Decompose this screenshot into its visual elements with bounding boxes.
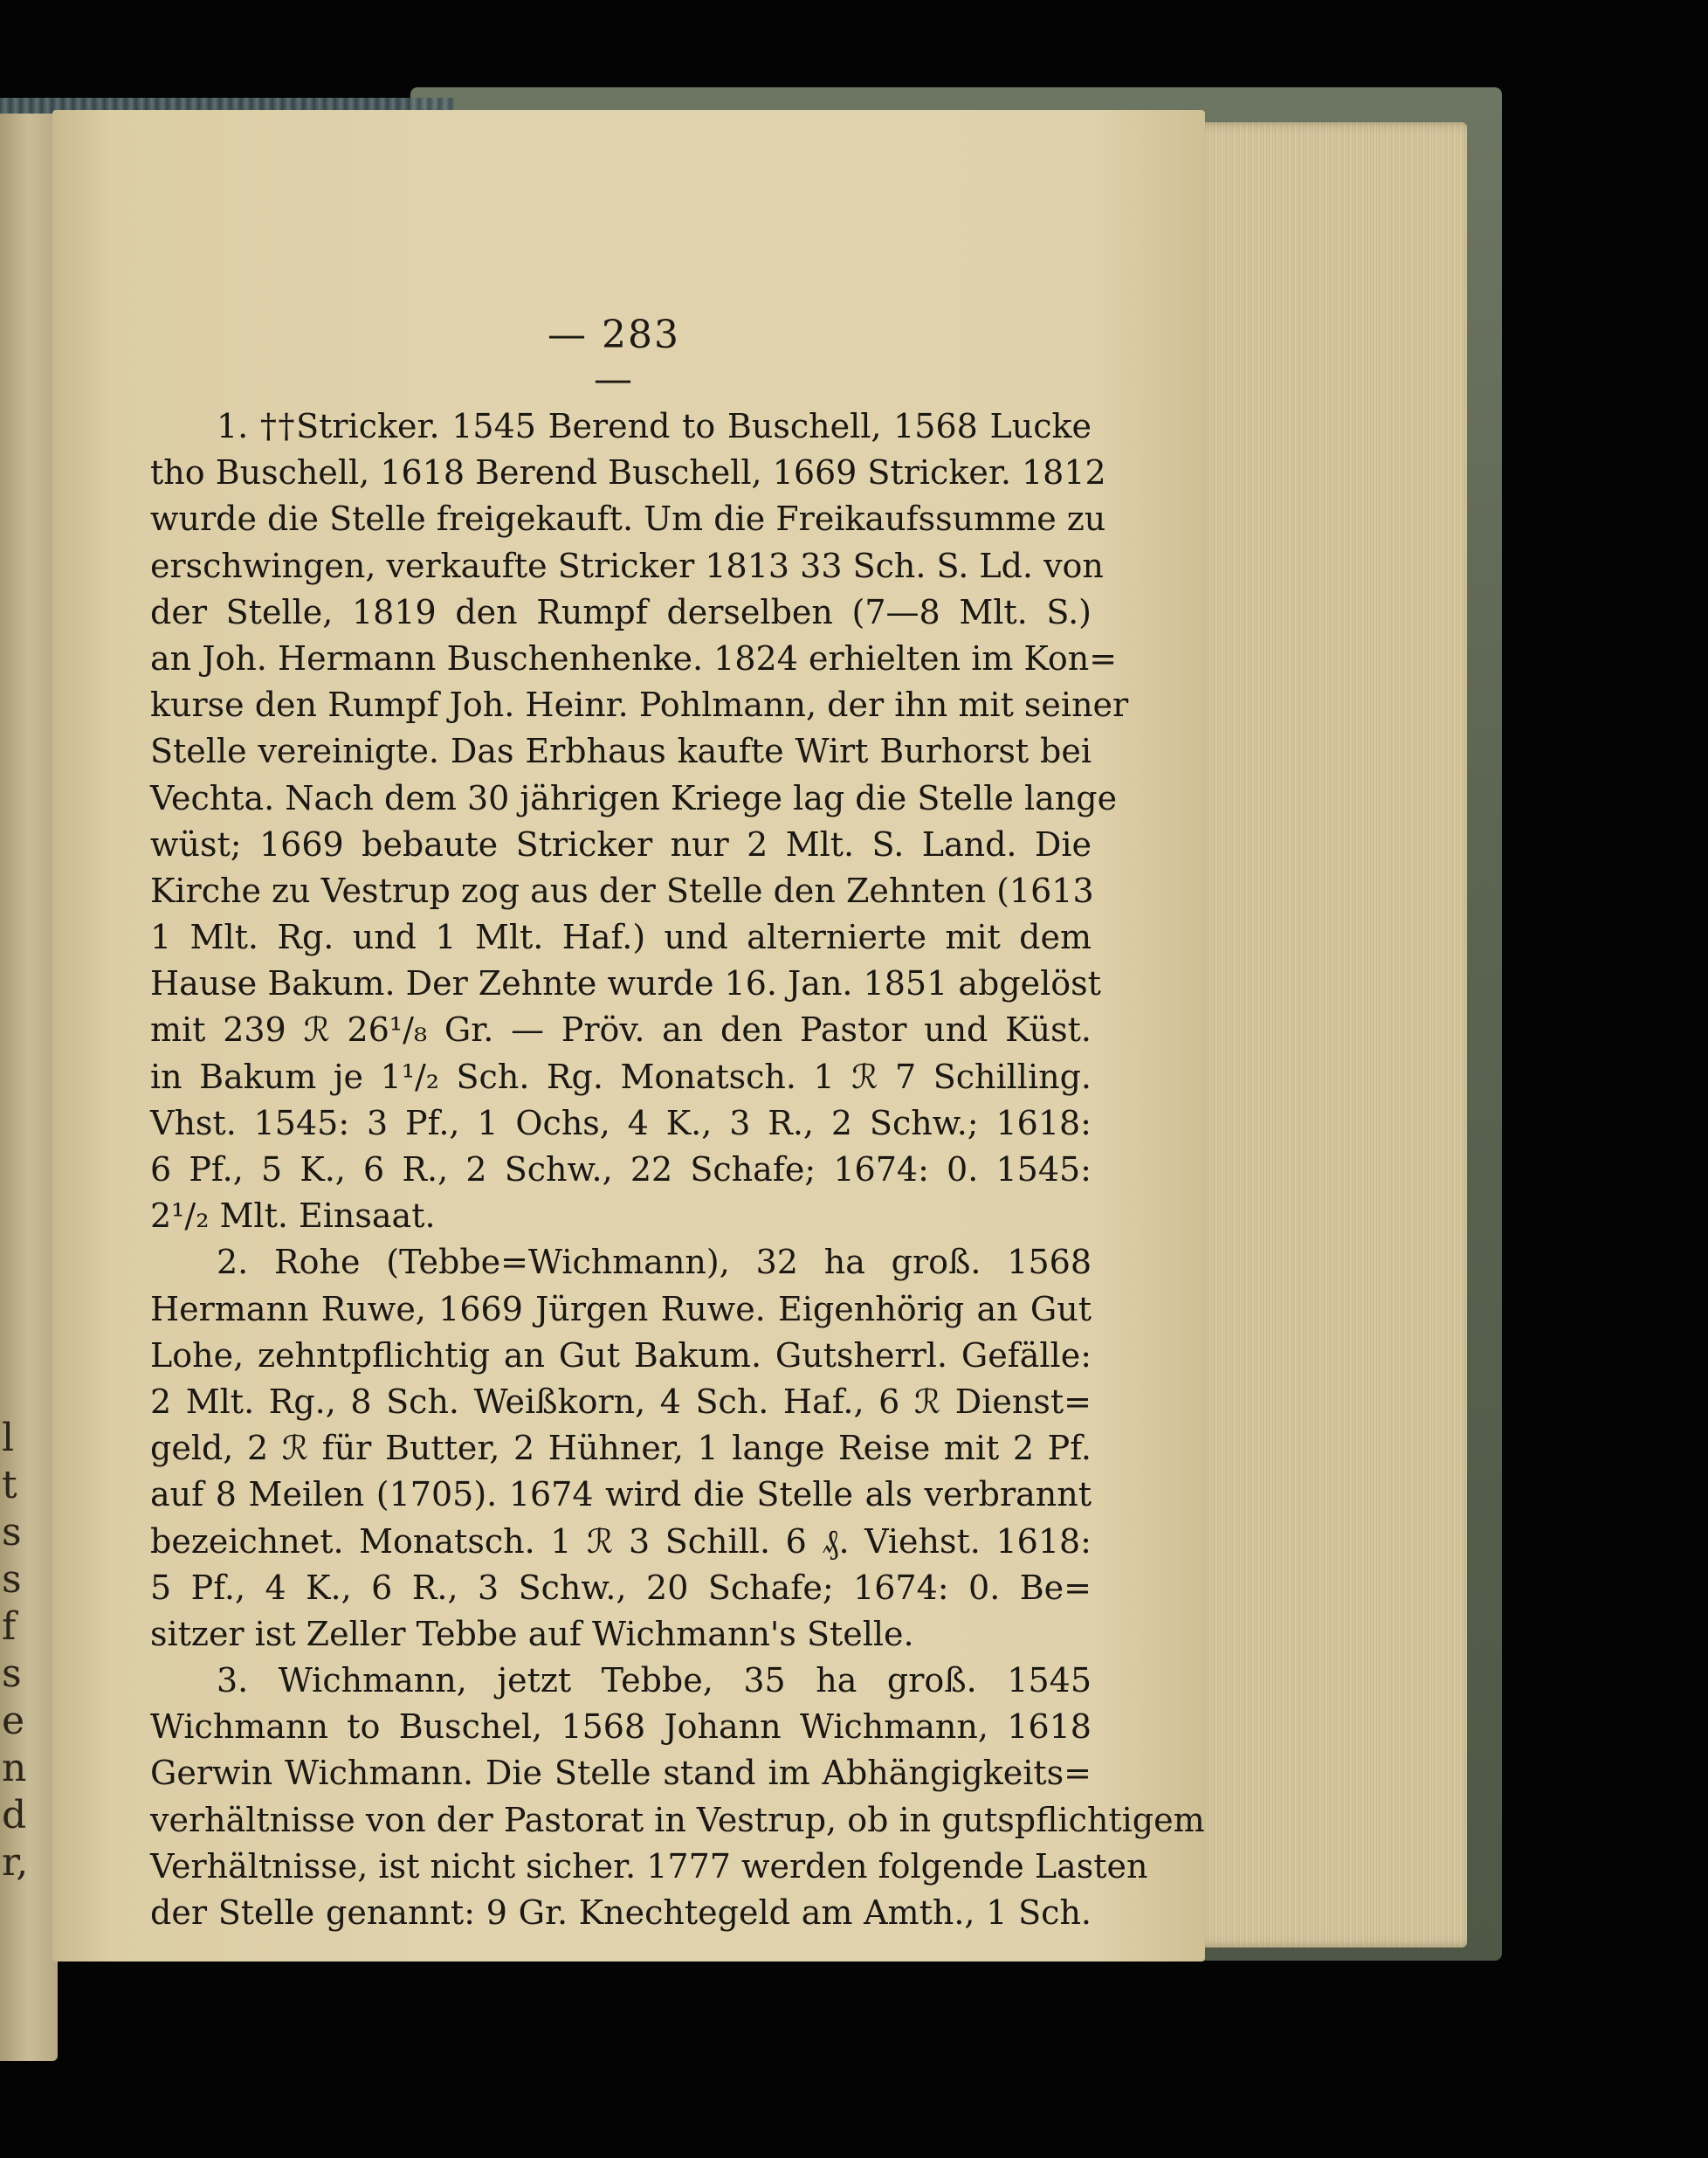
text-line: an Joh. Hermann Buschenhenke. 1824 erhielten im Kon= [150, 638, 1118, 678]
text-line: wüst; 1669 bebaute Stricker nur 2 Mlt. S. Land. Die [150, 824, 1092, 864]
book-page [52, 110, 1205, 1962]
text-line: auf 8 Meilen (1705). 1674 wird die Stelle als verbrannt [150, 1475, 1092, 1514]
body-text [150, 403, 1205, 1936]
text-line: Vechta. Nach dem 30 jährigen Kriege lag die Stelle lange [150, 778, 1118, 817]
text-line: der Stelle, 1819 den Rumpf derselben (7—8 Mlt. S.) [150, 592, 1092, 631]
page-fore-edge [1188, 122, 1467, 1948]
text-line: Hermann Ruwe, 1669 Jürgen Ruwe. Eigenhörig an Gut [150, 1289, 1092, 1328]
paragraph-2 [150, 1239, 1092, 1658]
cut-letter: l [2, 1416, 15, 1460]
text-line: sitzer ist Zeller Tebbe auf Wichmann's Stelle. [150, 1614, 914, 1653]
text-line: Stelle vereinigte. Das Erbhaus kaufte Wirt Burhorst bei [150, 732, 1092, 771]
text-line: tho Buschell, 1618 Berend Buschell, 1669 Stricker. 1812 [150, 453, 1106, 493]
text-line: 3. Wichmann, jetzt Tebbe, 35 ha groß. 1545 [217, 1661, 1092, 1700]
text-line: Wichmann to Buschel, 1568 Johann Wichmann, 1618 [150, 1707, 1092, 1747]
text-line: der Stelle genannt: 9 Gr. Knechtegeld am Amth., 1 Sch. [150, 1893, 1092, 1932]
text-line: 2. Rohe (Tebbe=Wichmann), 32 ha groß. 1568 [217, 1243, 1092, 1282]
text-line: kurse den Rumpf Joh. Heinr. Pohlmann, der ihn mit seiner [150, 686, 1129, 725]
text-line: 1 Mlt. Rg. und 1 Mlt. Haf.) und alternierte mit dem [150, 918, 1092, 957]
cut-letter: s [2, 1557, 22, 1602]
text-line: 2 Mlt. Rg., 8 Sch. Weißkorn, 4 Sch. Haf., 6 ℛ Dienst= [150, 1382, 1092, 1421]
cut-letter: e [2, 1699, 25, 1743]
text-line: 2¹/₂ Mlt. Einsaat. [150, 1196, 436, 1236]
text-line: wurde die Stelle freigekauft. Um die Freikaufssumme zu [150, 500, 1106, 539]
text-line: geld, 2 ℛ für Butter, 2 Hühner, 1 lange Reise mit 2 Pf. [150, 1429, 1092, 1468]
text-line: Verhältnisse, ist nicht sicher. 1777 werden folgende Lasten [150, 1846, 1148, 1886]
text-line: 1. ††Stricker. 1545 Berend to Buschell, 1568 Lucke [217, 407, 1092, 445]
cut-letter: d [2, 1793, 27, 1837]
left-page-cut-text [2, 1415, 29, 1886]
cut-letter: n [2, 1746, 27, 1790]
cut-letter: s [2, 1510, 22, 1555]
paragraph-1 [150, 403, 1129, 1239]
text-line: Vhst. 1545: 3 Pf., 1 Ochs, 4 K., 3 R., 2 Schw.; 1618: [150, 1103, 1092, 1142]
text-line: mit 239 ℛ 26¹/₈ Gr. — Pröv. an den Pastor und Küst. [150, 1010, 1092, 1050]
text-line: bezeichnet. Monatsch. 1 ℛ 3 Schill. 6 ₰. Viehst. 1618: [150, 1521, 1092, 1561]
left-facing-page [0, 114, 58, 2061]
text-line: Hause Bakum. Der Zehnte wurde 16. Jan. 1851 abgelöst [150, 964, 1101, 1003]
text-line: Gerwin Wichmann. Die Stelle stand im Abhängigkeits= [150, 1754, 1092, 1793]
text-line: in Bakum je 1¹/₂ Sch. Rg. Monatsch. 1 ℛ 7 Schilling. [150, 1057, 1092, 1096]
text-line: Lohe, zehntpflichtig an Gut Bakum. Gutsherrl. Gefälle: [150, 1335, 1092, 1375]
text-line: erschwingen, verkaufte Stricker 1813 33 Sch. S. Ld. von [150, 546, 1104, 585]
cut-letter: r, [2, 1840, 29, 1885]
cut-letter: f [2, 1604, 17, 1649]
text-line: 5 Pf., 4 K., 6 R., 3 Schw., 20 Schafe; 1674: 0. Be= [150, 1568, 1092, 1607]
text-line: 6 Pf., 5 K., 6 R., 2 Schw., 22 Schafe; 1674: 0. 1545: [150, 1150, 1092, 1189]
text-line: Kirche zu Vestrup zog aus der Stelle den Zehnten (1613 [150, 871, 1094, 910]
page-number: — 283 — [548, 313, 680, 402]
cut-letter: s [2, 1651, 22, 1696]
cut-letter: t [2, 1463, 17, 1507]
text-line: verhältnisse von der Pastorat in Vestrup, ob in gutspflichtigem [150, 1800, 1205, 1839]
paragraph-3 [150, 1658, 1205, 1936]
